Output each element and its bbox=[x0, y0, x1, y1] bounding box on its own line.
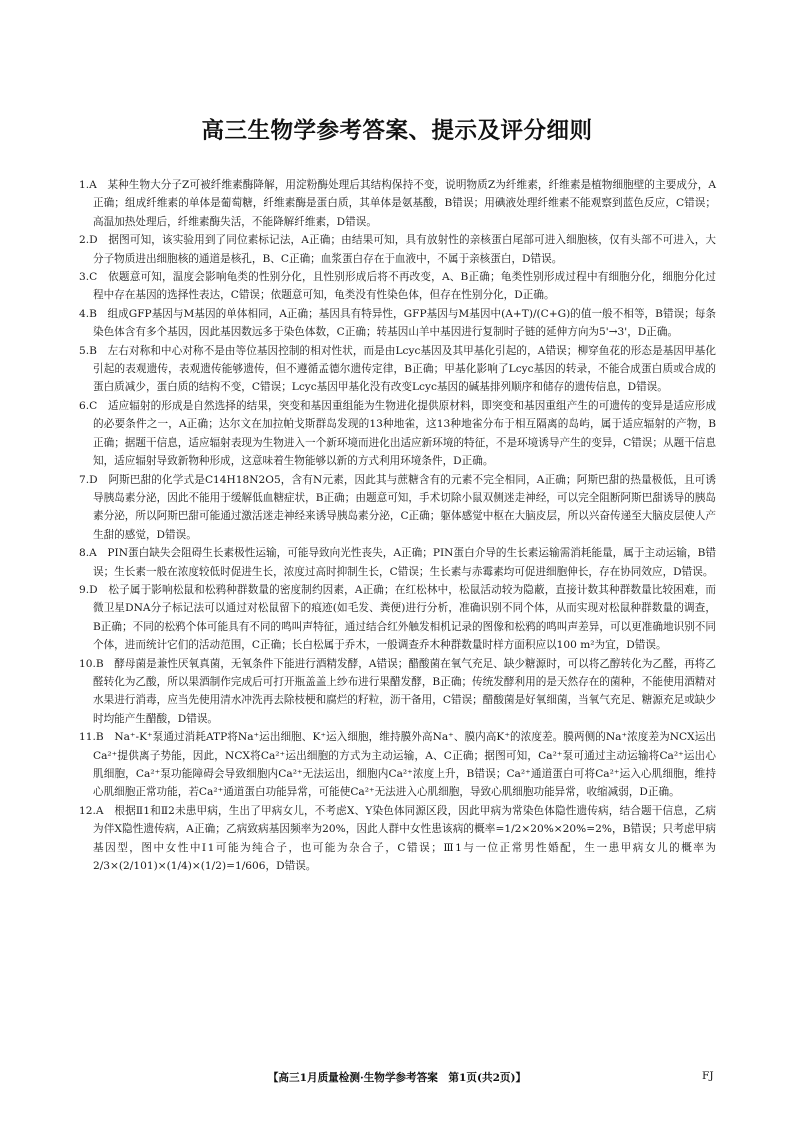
answer-item-8: 8.A PIN蛋白缺失会阻碍生长素极性运输，可能导致向光性丧失，A正确；PIN蛋白介导的生长素运输需消耗能量，属于主动运输，B错误；生长素一般在浓度较低时促进生长，浓度过高时抑制生长，C错误；生长素与赤霉素均可促进细胞伸长，存在协同效应，D错误。 bbox=[79, 547, 716, 578]
answer-item-3: 3.C 依题意可知，温度会影响龟类的性别分化，且性别形成后将不再改变，A、B正确；龟类性别形成过程中有细胞分化，细胞分化过程中存在基因的选择性表达，C错误；依题意可知，龟类没有性染色体，但存在性别分化，D正确。 bbox=[79, 271, 716, 302]
footer-code: FJ bbox=[702, 1070, 714, 1082]
answer-item-1: 1.A 某种生物大分子Z可被纤维素酶降解，用淀粉酶处理后其结构保持不变，说明物质Z为纤维素，纤维素是植物细胞壁的主要成分，A正确；组成纤维素的单体是葡萄糖，纤维素酶是蛋白质，其单体是氨基酸，B错误；用碘液处理纤维素不能观察到蓝色反应，C错误；高温加热处理后，纤维素酶失活，不能降解纤维素，D错误。 bbox=[79, 179, 716, 228]
answer-item-5: 5.B 左右对称和中心对称不是由等位基因控制的相对性状，而是由Lcyc基因及其甲基化引起的，A错误；柳穿鱼花的形态是基因甲基化引起的表观遗传，表观遗传能够遗传，但不遵循孟德尔遗传定律，B正确；甲基化影响了Lcyc基因的转录，不能合成蛋白质或合成的蛋白质减少，蛋白质的结构不变，C错误；Lcyc基因甲基化没有改变Lcyc基因的碱基排列顺序和储存的遗传信息，D错误。 bbox=[79, 344, 716, 394]
document-title: 高三生物学参考答案、提示及评分细则 bbox=[201, 118, 593, 144]
answer-item-10: 10.B 酵母菌是兼性厌氧真菌，无氧条件下能进行酒精发酵，A错误；醋酸菌在氧气充足、缺少糖源时，可以将乙醇转化为乙醛，再将乙醛转化为乙酸，所以果酒制作完成后可打开瓶盖盖上纱布进行果醋发酵，B正确；传统发酵利用的是天然存在的菌种，不能使用酒精对水果进行消毒，应当先使用清水冲洗再去除枝梗和腐烂的籽粒，沥干备用，C错误；醋酸菌是好氧细菌，当氧气充足、糖源充足或缺少时均能产生醋酸，D错误。 bbox=[79, 657, 716, 725]
answer-list bbox=[79, 176, 716, 875]
answer-item-11: 11.B Na⁺-K⁺泵通过消耗ATP将Na⁺运出细胞、K⁺运入细胞，维持膜外高Na⁺、膜内高K⁺的浓度差。膜两侧的Na⁺浓度差为NCX运出Ca²⁺提供离子势能，因此，NCX将Ca²⁺运出细胞的方式为主动运输，A、C正确；据图可知，Ca²⁺泵可通过主动运输将Ca²⁺运出心肌细胞，Ca²⁺泵功能障碍会导致细胞内Ca²⁺无法运出，细胞内Ca²⁺浓度上升，B错误；Ca²⁺通道蛋白可将Ca²⁺运入心肌细胞，维持心肌细胞正常功能，若Ca²⁺通道蛋白功能异常，可能使Ca²⁺无法进入心肌细胞，导致心肌细胞功能异常，收缩减弱，D正确。 bbox=[79, 731, 716, 799]
answer-item-12: 12.A 根据Ⅱ1和Ⅱ2未患甲病，生出了甲病女儿，不考虑X、Y染色体同源区段，因此甲病为常染色体隐性遗传病，结合题干信息，乙病为伴X隐性遗传病，A正确；乙病致病基因频率为20%，因此人群中女性患该病的概率=1/2×20%×20%=2%，B错误；只考虑甲病基因型，图中女性中Ⅰ1可能为纯合子，也可能为杂合子，C错误；Ⅲ1与一位正常男性婚配，生一患甲病女儿的概率为2/3×(2/101)×(1/4)×(1/2)=1/606，D错误。 bbox=[79, 804, 716, 873]
answer-item-6: 6.C 适应辐射的形成是自然选择的结果，突变和基因重组能为生物进化提供原材料，即突变和基因重组产生的可遗传的变异是适应形成的必要条件之一，A正确；达尔文在加拉帕戈斯群岛发现的13种地雀，这13种地雀分布于相互隔离的岛屿，属于适应辐射的产物，B正确；据题干信息，适应辐射表现为生物进入一个新环境而进化出适应新环境的特征，不是环境诱导产生的变异，C错误；从题干信息知，适应辐射导致新物种形成，这意味着生物能够以新的方式利用环境条件，D正确。 bbox=[79, 399, 716, 468]
answer-item-9: 9.D 松子属于影响松鼠和松鸦种群数量的密度制约因素，A正确；在红松林中，松鼠活动较为隐蔽，直接计数其种群数量比较困难，而微卫星DNA分子标记法可以通过对松鼠留下的痕迹(如毛发、粪便)进行分析，准确识别不同个体，从而实现对松鼠种群数量的调查，B正确；不同的松鸦个体可能具有不同的鸣叫声特征，通过结合红外触发相机记录的图像和松鸦的鸣叫声差异，可以更准确地识别不同个体，进而统计它们的活动范围，C正确；长白松属于乔木，一般调查乔木种群数量时样方面积应以100 m²为宜，D错误。 bbox=[79, 583, 716, 652]
page-footer: 【高三1月质量检测·生物学参考答案 第1页(共2页)】 bbox=[267, 1072, 527, 1084]
answer-item-7: 7.D 阿斯巴甜的化学式是C14H18N2O5，含有N元素，因此其与蔗糖含有的元素不完全相同，A正确；阿斯巴甜的热量极低，且可诱导胰岛素分泌，因此不能用于缓解低血糖症状，B正确；由题意可知，手术切除小鼠双侧迷走神经，可以完全阻断阿斯巴甜诱导的胰岛素分泌，所以阿斯巴甜可能通过激活迷走神经来诱导胰岛素分泌，C正确；躯体感觉中枢在大脑皮层，所以兴奋传递至大脑皮层使人产生甜的感觉，D错误。 bbox=[79, 473, 716, 541]
answer-item-2: 2.D 据图可知，该实验用到了同位素标记法，A正确；由结果可知，具有放射性的亲核蛋白尾部可进入细胞核，仅有头部不可进入，大分子物质进出细胞核的通道是核孔，B、C正确；血浆蛋白存在于血液中，不属于亲核蛋白，D错误。 bbox=[79, 234, 716, 265]
answer-item-4: 4.B 组成GFP基因与M基因的单体相同，A正确；基因具有特异性，GFP基因与M基因中(A+T)/(C+G)的值一般不相等，B错误；每条染色体含有多个基因，因此基因数远多于染色体数，C正确；转基因山羊中基因进行复制时子链的延伸方向为5'→3'，D正确。 bbox=[79, 307, 716, 339]
